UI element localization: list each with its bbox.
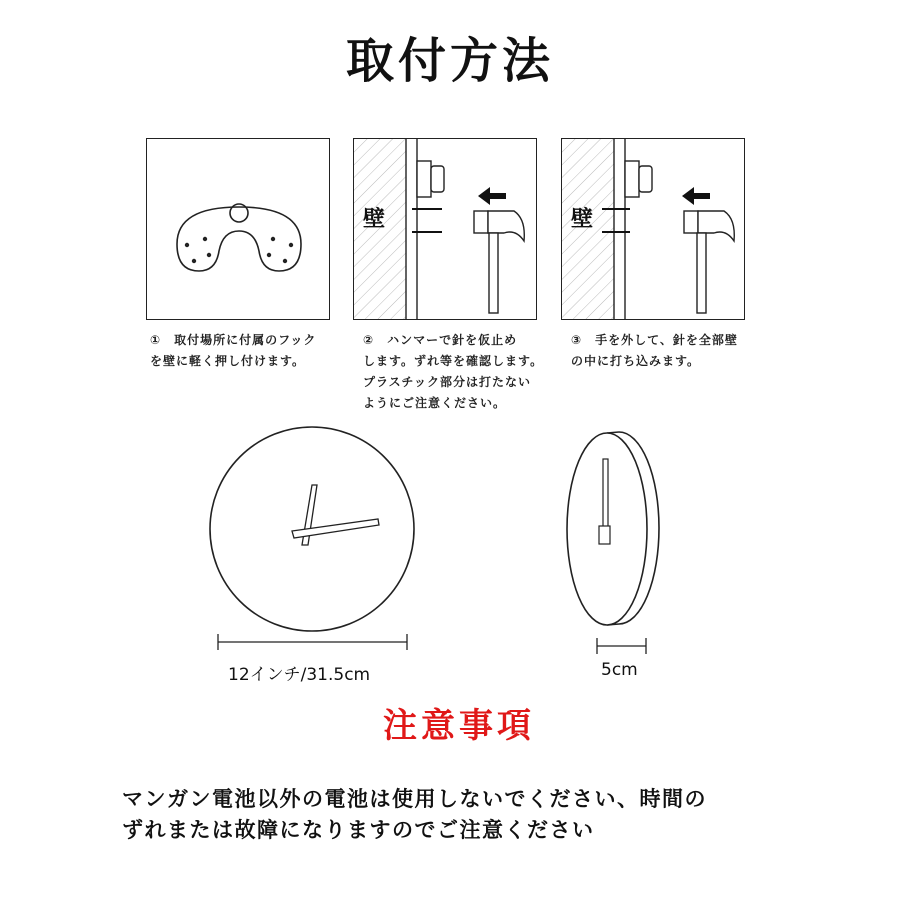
- minute-hand-side: [599, 526, 610, 544]
- page-title: 取付方法: [345, 33, 554, 89]
- step2-caption: ② ハンマーで針を仮止め します。ずれ等を確認します。 プラスチック部分は打たない ようにご注意ください。: [363, 333, 544, 410]
- notice-title: 注意事項: [383, 706, 535, 746]
- hour-hand-side: [603, 459, 608, 529]
- wall-label: 壁: [363, 207, 386, 232]
- notice-body: マンガン電池以外の電池は使用しないでください、時間の ずれまたは故障になりますのでご注意ください: [122, 787, 707, 842]
- diameter-label: 12インチ/31.5cm: [228, 665, 371, 685]
- depth-label: 5cm: [601, 660, 638, 680]
- step1-caption: ① 取付場所に付属のフック を壁に軽く押し付けます。: [150, 333, 317, 368]
- step3-caption: ③ 手を外して、針を全部壁 の中に打ち込みます。: [571, 333, 738, 368]
- wall-label: 壁: [571, 207, 594, 232]
